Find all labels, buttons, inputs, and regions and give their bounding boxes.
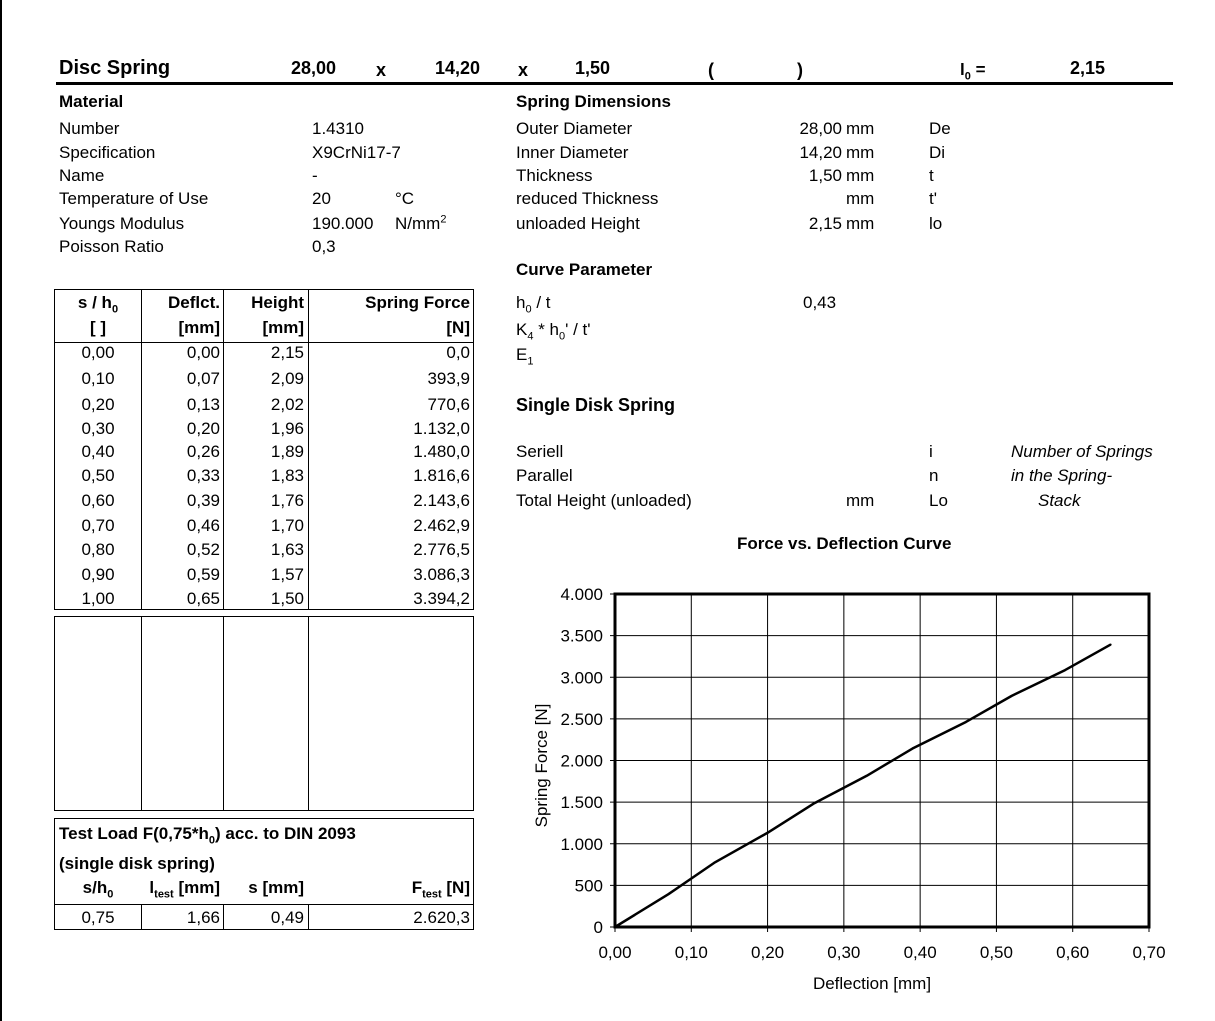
force-deflection-chart (520, 575, 1180, 1005)
header-l0-label: $l_0$ = (960, 60, 986, 83)
test-load-value-sh0: 0,75 (81, 908, 115, 927)
single-disk-note-1: Number of Springs (1011, 442, 1153, 461)
table-cell-force: 2.462,9 (413, 516, 470, 535)
y-tick-label: 1.000 (560, 834, 603, 854)
header-outer: 28,00 (290, 58, 336, 78)
header-thickness: 1,50 (575, 58, 611, 78)
table-cell-height: 1,76 (270, 491, 304, 510)
table-cell-deflection: 0,07 (186, 369, 220, 388)
table-cell-height: 2,09 (270, 369, 304, 388)
y-axis-label: Spring Force [N] (532, 703, 551, 828)
single-disk-parallel-symbol: n (929, 466, 939, 485)
material-title: Material (59, 92, 124, 111)
x-tick-label: 0,70 (1132, 943, 1166, 962)
dim-unit-thickness: mm (846, 166, 875, 185)
data-point (713, 862, 715, 864)
table-header-force: Spring Force (365, 293, 470, 312)
test-load-col-s: s [mm] (248, 878, 304, 897)
single-disk-total: Total Height (unloaded) (516, 491, 692, 510)
test-load-value-ltest: 1,66 (186, 908, 220, 927)
table-cell-s-h0: 1,00 (81, 589, 115, 608)
table-unit-force: [N] (446, 318, 470, 337)
y-tick-label: 3.000 (560, 668, 603, 688)
dim-unit-outer: mm (846, 119, 875, 138)
table-cell-height: 1,50 (270, 589, 304, 608)
test-load-subtitle: (single disk spring) (59, 854, 215, 873)
data-point (965, 721, 967, 723)
table-cell-deflection: 0,20 (186, 419, 220, 438)
y-tick-label: 0 (593, 918, 603, 937)
table-cell-force: 393,9 (427, 369, 470, 388)
table-cell-height: 2,02 (270, 395, 304, 414)
material-label-number: Number (59, 119, 120, 138)
material-value-spec: X9CrNi17-7 (312, 143, 401, 162)
data-point (813, 803, 815, 805)
dim-symbol-reduced: t' (929, 189, 937, 208)
test-load-col-ftest: $F_{test}$ [N] (411, 878, 470, 901)
table-cell-deflection: 0,46 (186, 516, 220, 535)
table-cell-s-h0: 0,50 (81, 466, 115, 485)
table-cell-s-h0: 0,00 (81, 343, 115, 362)
dim-value-thickness: 1,50 (808, 166, 842, 185)
material-label-temp: Temperature of Use (59, 189, 209, 208)
table-cell-force: 3.086,3 (413, 565, 470, 584)
single-disk-title: Single Disk Spring (516, 395, 676, 415)
header-rule (56, 82, 1173, 85)
curve-param-k4: $K_4 * h_0'$ / t' (516, 320, 591, 343)
table-cell-force: 770,6 (427, 395, 470, 414)
header-inner: 14,20 (434, 58, 480, 78)
x-tick-label: 0,50 (979, 943, 1013, 962)
dim-label-thickness: Thickness (516, 166, 593, 185)
data-point (614, 926, 616, 928)
y-tick-label: 2.500 (560, 709, 603, 729)
table-header-sh0: s / $h_0$ (77, 293, 119, 316)
dim-label-outer: Outer Diameter (516, 119, 633, 138)
table-unit-deflection: [mm] (178, 318, 220, 337)
material-unit-temp: °C (395, 189, 415, 208)
dim-symbol-inner: Di (929, 143, 946, 162)
table-cell-height: 1,89 (270, 442, 304, 461)
force-deflection-line (615, 644, 1111, 927)
x-tick-label: 0,30 (827, 943, 861, 962)
data-point (866, 775, 868, 777)
single-disk-note-2: in the Spring- (1011, 466, 1113, 485)
material-value-temp: 20 (312, 189, 331, 208)
material-value-youngs: 190.000 (312, 214, 374, 233)
dim-symbol-thickness: t (929, 166, 934, 185)
data-point (1011, 695, 1013, 697)
dim-label-height: unloaded Height (516, 214, 640, 233)
table-cell-s-h0: 0,10 (81, 369, 115, 388)
table-cell-deflection: 0,26 (186, 442, 220, 461)
table-cell-deflection: 0,59 (186, 565, 220, 584)
header-x2: x (518, 60, 529, 80)
header-paren-close: ) (797, 60, 803, 80)
table-header-height: Height (251, 293, 304, 312)
x-tick-label: 0,60 (1056, 943, 1090, 962)
x-tick-label: 0,40 (903, 943, 937, 962)
empty-table-block (54, 616, 474, 811)
table-cell-force: 1.816,6 (413, 466, 470, 485)
x-tick-label: 0,10 (674, 943, 708, 962)
y-tick-label: 4.000 (560, 585, 603, 604)
material-value-poisson: 0,3 (312, 237, 336, 256)
table-cell-height: 1,57 (270, 565, 304, 584)
table-cell-deflection: 0,52 (186, 540, 220, 559)
table-cell-force: 2.776,5 (413, 540, 470, 559)
table-cell-s-h0: 0,70 (81, 516, 115, 535)
table-cell-s-h0: 0,90 (81, 565, 115, 584)
data-point (912, 748, 914, 750)
curve-param-e1: $E_1$ (516, 345, 534, 368)
table-cell-force: 1.132,0 (413, 419, 470, 438)
dim-label-reduced: reduced Thickness (516, 189, 659, 208)
single-disk-total-symbol: Lo (929, 491, 948, 510)
x-tick-label: 0,00 (598, 943, 632, 962)
dim-symbol-height: lo (929, 214, 943, 233)
dim-value-outer: 28,00 (799, 119, 842, 138)
single-disk-seriell-symbol: i (929, 442, 933, 461)
header-paren-open: ( (708, 60, 714, 80)
header-l0-value: 2,15 (1070, 58, 1106, 78)
table-header-deflection: Deflct. (168, 293, 220, 312)
table-cell-s-h0: 0,20 (81, 395, 115, 414)
material-unit-youngs: $N/mm^2$ (395, 213, 447, 233)
y-tick-label: 1.500 (560, 793, 603, 813)
table-cell-height: 1,63 (270, 540, 304, 559)
dim-unit-inner: mm (846, 143, 875, 162)
test-load-title: Test Load $F(0,75*h_0)$ acc. to DIN 2093 (59, 824, 356, 847)
table-cell-height: 2,15 (270, 343, 304, 362)
empty-divider-2 (223, 616, 224, 811)
empty-divider-3 (308, 616, 309, 811)
dim-unit-reduced: mm (846, 189, 875, 208)
table-cell-height: 1,83 (270, 466, 304, 485)
table-cell-force: 0,0 (446, 343, 470, 362)
table-cell-deflection: 0,39 (186, 491, 220, 510)
curve-param-h0t: $h_0$ / t (516, 293, 551, 316)
dim-symbol-outer: De (929, 119, 951, 138)
chart-title: Force vs. Deflection Curve (737, 534, 952, 553)
table-cell-force: 2.143,6 (413, 491, 470, 510)
material-label-name: Name (59, 166, 105, 185)
table-cell-deflection: 0,00 (186, 343, 220, 362)
table-cell-s-h0: 0,40 (81, 442, 115, 461)
dim-value-height: 2,15 (808, 214, 842, 233)
table-cell-force: 1.480,0 (413, 442, 470, 461)
data-point (1064, 669, 1066, 671)
y-tick-label: 2.000 (560, 751, 603, 771)
material-value-number: 1.4310 (312, 119, 364, 138)
data-point (767, 832, 769, 834)
single-disk-seriell: Seriell (516, 442, 564, 461)
empty-divider-1 (141, 616, 142, 811)
test-load-col-ltest: $l_{test}$ [mm] (149, 878, 220, 901)
x-tick-label: 0,20 (751, 943, 785, 962)
single-disk-parallel: Parallel (516, 466, 573, 485)
material-label-youngs: Youngs Modulus (59, 214, 185, 233)
table-cell-height: 1,70 (270, 516, 304, 535)
table-unit-height: [mm] (262, 318, 304, 337)
table-cell-s-h0: 0,30 (81, 419, 115, 438)
test-load-col-sh0: $s/h_0$ (82, 878, 114, 901)
table-cell-deflection: 0,13 (186, 395, 220, 414)
curve-param-h0t-value: 0,43 (803, 293, 837, 312)
material-value-name: - (312, 166, 318, 185)
material-label-poisson: Poisson Ratio (59, 237, 164, 256)
header-x1: x (376, 60, 387, 80)
dim-label-inner: Inner Diameter (516, 143, 629, 162)
y-tick-label: 3.500 (560, 626, 603, 646)
material-label-spec: Specification (59, 143, 156, 162)
dim-unit-height: mm (846, 214, 875, 233)
header-title: Disc Spring (59, 57, 171, 79)
table-unit-sh0: [ ] (89, 318, 107, 337)
table-cell-deflection: 0,33 (186, 466, 220, 485)
data-point (1110, 644, 1112, 646)
y-tick-label: 500 (574, 876, 603, 896)
test-load-value-s: 0,49 (270, 908, 304, 927)
single-disk-total-unit: mm (846, 491, 875, 510)
table-cell-s-h0: 0,60 (81, 491, 115, 510)
table-cell-height: 1,96 (270, 419, 304, 438)
left-border (0, 0, 2, 1021)
x-axis-label: Deflection [mm] (812, 974, 932, 993)
test-load-rule (54, 904, 474, 905)
single-disk-note-3: Stack (1038, 491, 1081, 510)
test-load-value-ftest: 2.620,3 (413, 908, 470, 927)
table-cell-deflection: 0,65 (186, 589, 220, 608)
curve-parameter-title: Curve Parameter (516, 260, 653, 279)
table-cell-s-h0: 0,80 (81, 540, 115, 559)
dim-value-inner: 14,20 (799, 143, 842, 162)
dimensions-title: Spring Dimensions (516, 92, 671, 111)
table-cell-force: 3.394,2 (413, 589, 470, 608)
data-point (668, 893, 670, 895)
